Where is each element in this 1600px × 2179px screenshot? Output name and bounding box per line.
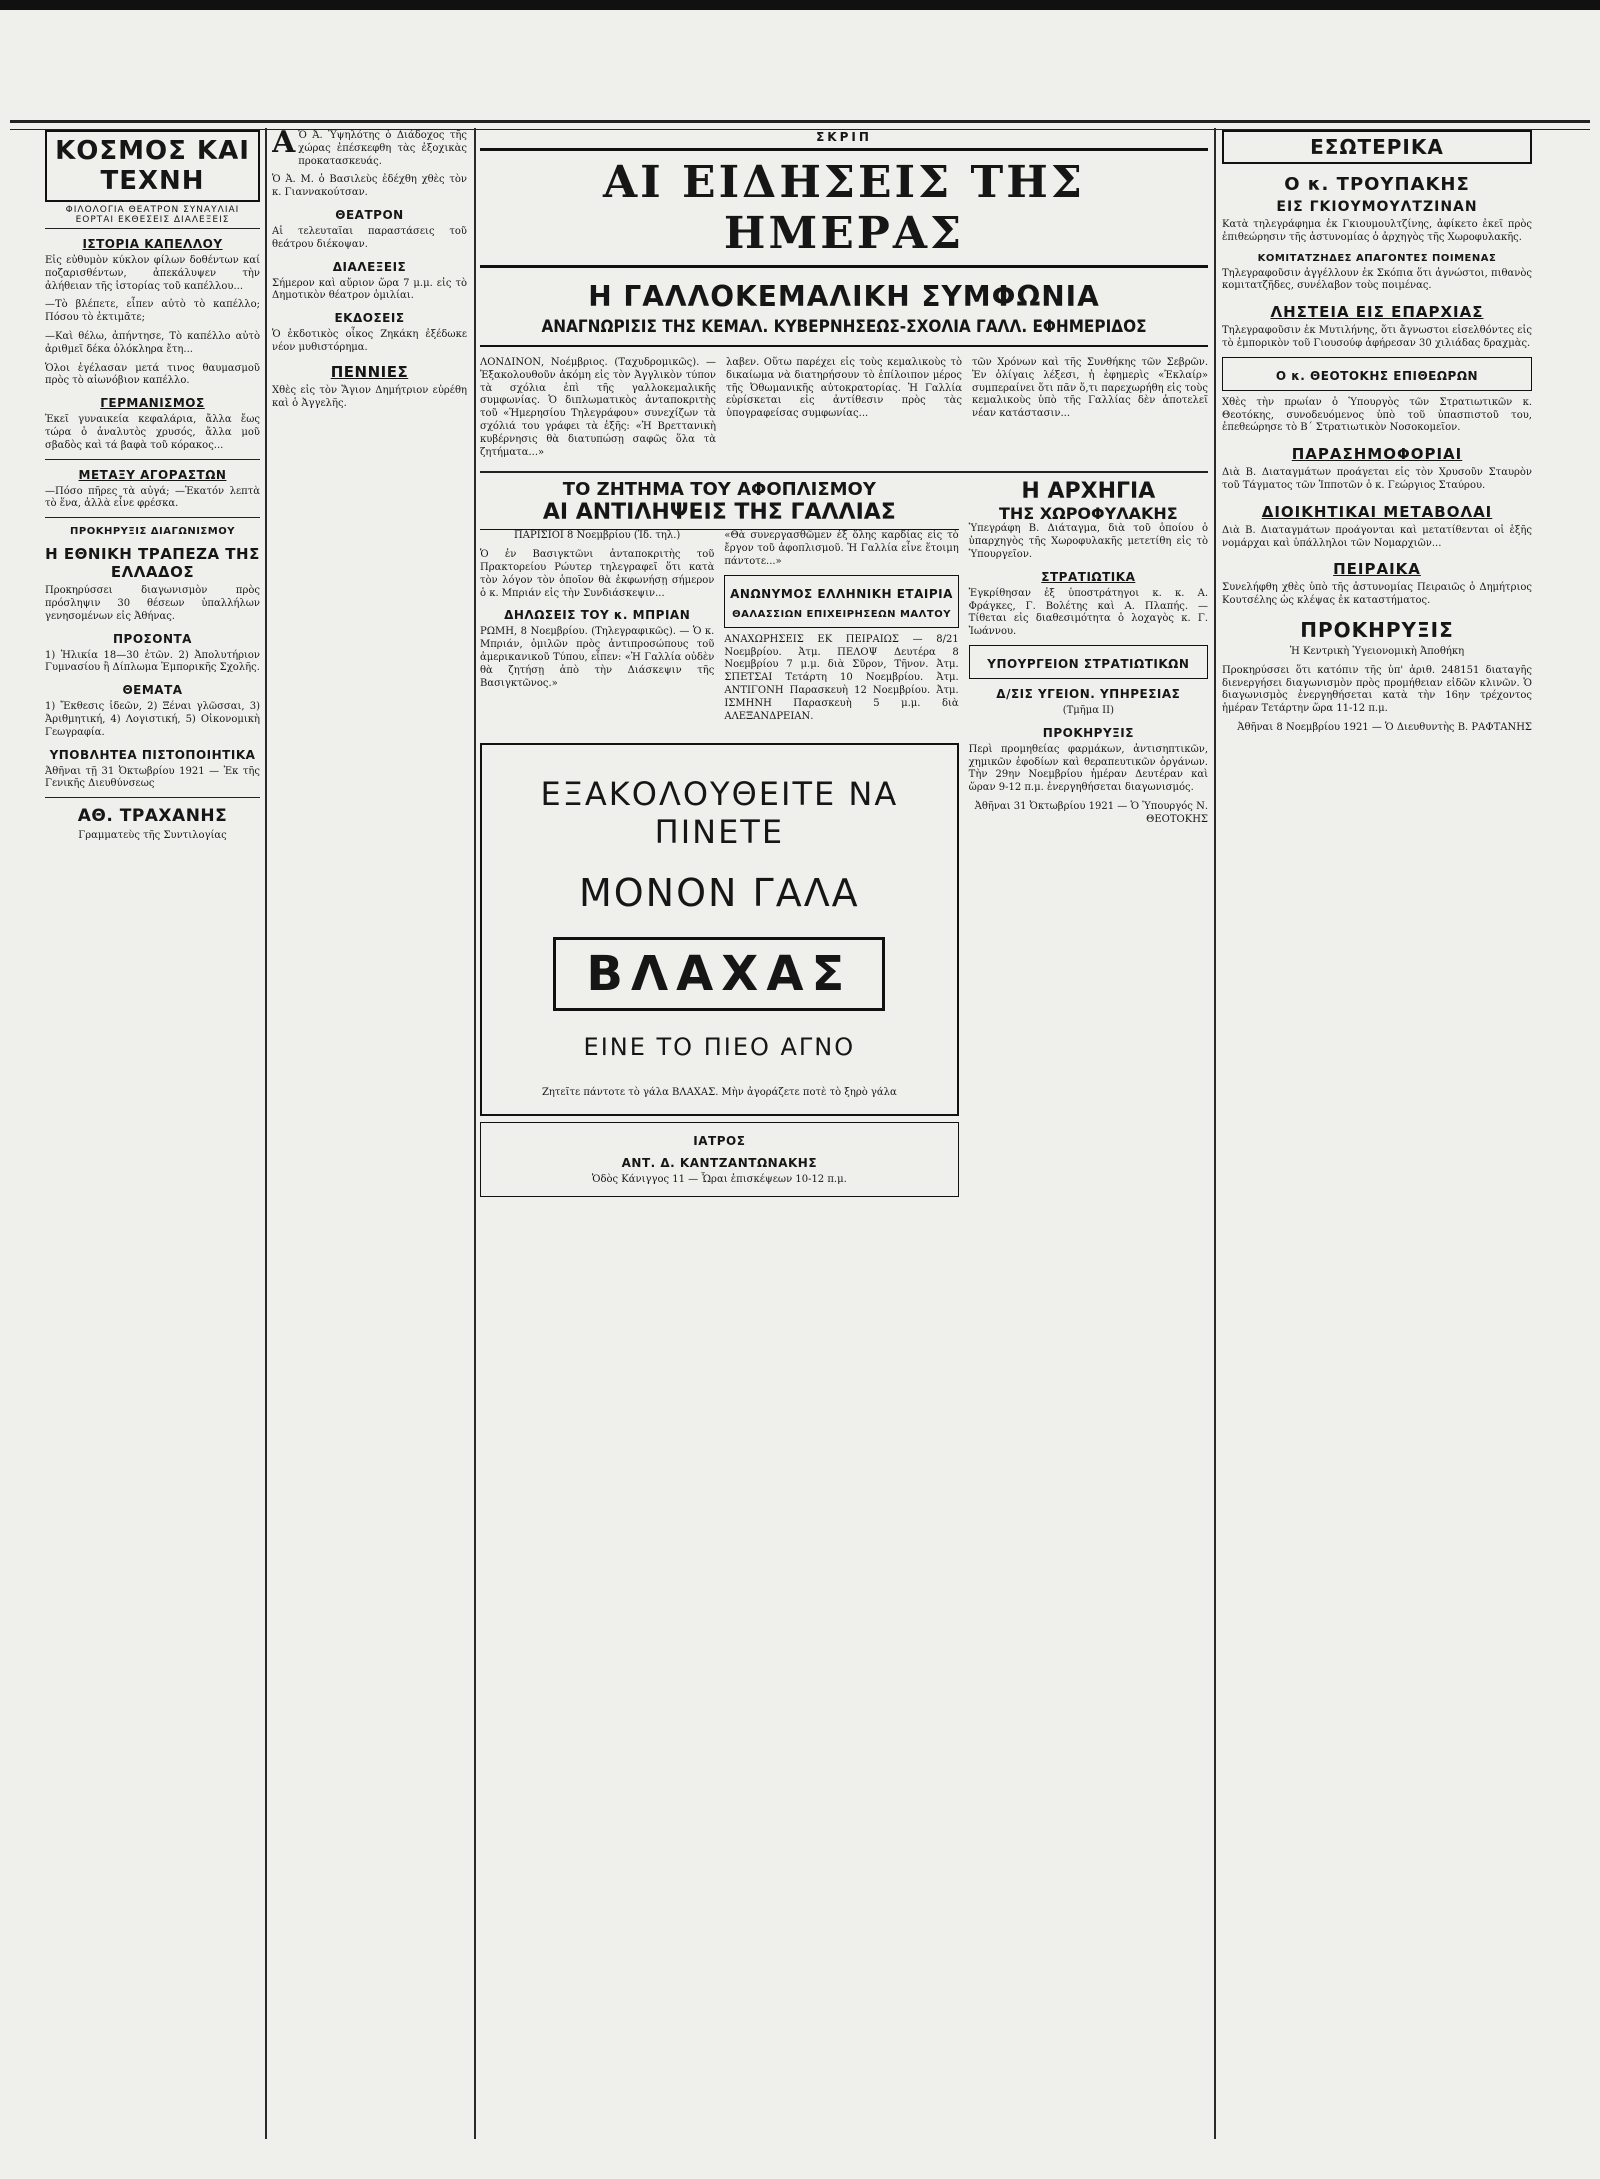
ministry-notice: [969, 645, 1208, 679]
proclamation-kicker: ΠΡΟΚΗΡΥΞΙΣ ΔΙΑΓΩΝΙΣΜΟΥ: [70, 526, 235, 538]
story-paragraph: —Τὸ βλέπετε, εἶπεν αὐτὸ τὸ καπέλλο; Πόσου τὸ ἐκτιμᾶτε;: [45, 299, 260, 324]
peiraika-title: ΠΕΙΡΑΙΚΑ: [1333, 560, 1421, 579]
bank-subtitle: ΘΕΜΑΤΑ: [122, 683, 183, 698]
peiraika-paragraph: Συνελήφθη χθὲς ὑπὸ τῆς ἀστυνομίας Πειραιῶς ὁ Δημήτριος Κουτσέλης ὡς κλέψας ἐκ καταστήματος.: [1222, 582, 1532, 607]
pennies-title: ΠΕΝΝΙΕΣ: [330, 362, 409, 381]
metaxy-paragraph: —Πόσο πῆρες τὰ αὐγά; —Ἐκατόν λεπτὰ τὸ ἕνα, ἀλλὰ εἶνε φρέσκα.: [45, 485, 260, 510]
bank-subtitle: ΠΡΟΣΟΝΤΑ: [113, 631, 192, 646]
ad-line: ΜΟΝΟΝ ΓΑΛΑ: [578, 871, 860, 916]
lesteia-title: ΛΗΣΤΕΙΑ ΕΙΣ ΕΠΑΡΧΙΑΣ: [1270, 303, 1484, 322]
theatre-title: ΘΕΑΤΡΟΝ: [335, 207, 404, 222]
theatre-paragraph: Αἱ τελευταῖαι παραστάσεις τοῦ θεάτρου διέκοψαν.: [272, 225, 467, 250]
column-divider: [1214, 128, 1216, 2139]
prokiryxis-title: ΠΡΟΚΗΡΥΞΙΣ: [1300, 617, 1454, 642]
theotokis-box: [1222, 357, 1532, 391]
masthead: ΑΙ ΕΙΔΗΣΕΙΣ ΤΗΣ ΗΜΕΡΑΣ: [480, 148, 1208, 268]
excomm-paragraph: «Θὰ συνεργασθῶμεν ἐξ ὅλης καρδίας εἰς τὸ ἔργον τοῦ ἀφοπλισμοῦ. Ἡ Γαλλία εἶνε ἕτοιμη πάντοτε...»: [724, 530, 959, 567]
column-divider: [265, 128, 267, 2139]
excomm-paragraph: Ὁ ἐν Βασιγκτῶνι ἀνταποκριτὴς τοῦ Πρακτορείου Ρώυτερ τηλεγραφεῖ ὅτι κατὰ τὸν λόγον τὸν ὁποῖον θὰ ἐκφωνήσῃ σήμερον ὁ κ. Μπριάν εἰς τὴν Συνδιάσκεψιν...: [480, 549, 715, 599]
excomm-dateline: ΠΑΡΙΣΙΟΙ 8 Νοεμβρίου (Ἰδ. τηλ.): [514, 530, 681, 542]
briand-paragraph: ΡΩΜΗ, 8 Νοεμβρίου. (Τηλεγραφικῶς). — Ὁ κ. Μπριάν, ὁμιλῶν πρὸς ἀντιπροσώπους τοῦ ἀμερικανικοῦ Τύπου, εἶπεν: «Ἡ Γαλλία οὐδὲν θὰ ζητήσῃ ἀπὸ τὴν Διάσκεψιν τῆς Βασιγκτῶνος.»: [480, 626, 715, 689]
komit-paragraph: Τηλεγραφοῦσιν ἀγγέλλουν ἐκ Σκόπια ὅτι ἀγνώστοι, πιθανὸς κομιτατζῆδες, συνέλαβον τοὺς ποιμένας.: [1222, 267, 1532, 292]
gendarmerie-title: Η ΑΡΧΗΓΙΑ: [1021, 479, 1156, 505]
ministry-title: ΥΠΟΥΡΓΕΙΟΝ ΣΤΡΑΤΙΩΤΙΚΩΝ: [987, 656, 1190, 671]
story-paragraph: Ὁλοι ἐγέλασαν μετά τινος θαυμασμοῦ πρὸς τὸ αἰωνόβιον καπέλλο.: [45, 362, 260, 387]
divider: [45, 797, 260, 798]
prokiryxis-signature: Ἀθῆναι 8 Νοεμβρίου 1921 — Ὁ Διευθυντὴς Β. ΡΑΦΤΑΝΗΣ: [1237, 721, 1532, 733]
column-news-briefs: [272, 130, 467, 2139]
military-paragraph: Ἐγκρίθησαν ἐξ ὑποστράτηγοι κ. κ. Α. Φράγκες, Γ. Βολέτης καὶ Α. Πλαπής. — Τίθεται εἰς διαθεσιμότητα ὁ λοχαγὸς κ. Γ. Ἰωάννου.: [968, 587, 1208, 638]
lead-subtitle: ΑΝΑΓΝΩΡΙΣΙΣ ΤΗΣ ΚΕΜΑΛ. ΚΥΒΕΡΝΗΣΕΩΣ-ΣΧΟΛΙΑ ΓΑΛΛ. ΕΦΗΜΕΡΙΔΟΣ: [480, 317, 1208, 347]
footer-name: ΑΘ. ΤΡΑΧΑΝΗΣ: [77, 806, 228, 827]
divider: [45, 459, 260, 460]
story-paragraph: Εἰς εὐθυμὸν κύκλον φίλων δοθέντων καί ποζαρισθέντων, ἀπεκάλυψεν τὴν ἀλήθειαν τῆς ἱστορίας τοῦ καπέλλου...: [45, 255, 260, 292]
gendarmerie-paragraph: Ὑπεγράφη Β. Διάταγμα, διὰ τοῦ ὁποίου ὁ ὑπαρχηγὸς τῆς Χωροφυλακῆς μετετίθη εἰς τὸ Ὑπουργεῖον.: [968, 523, 1208, 560]
lead-column-text: λαβεν. Οὕτω παρέχει εἰς τοὺς κεμαλικοὺς τὸ δικαίωμα νὰ διατηρήσουν τὸ ἐπίλοιπον μέρος τῆς Ὀθωμανικῆς αὐτοκρατορίας. Ἡ Γαλλία εὑρίσκεται εἰς ἀντίθεσιν πρὸς τὰς ὑπογραφείσας συμφωνίας...: [726, 357, 962, 420]
troupakis-subtitle: ΕΙΣ ΓΚΙΟΥΜΟΥΛΤΖΙΝΑΝ: [1276, 199, 1478, 215]
company-paragraph: ΑΝΑΧΩΡΗΣΕΙΣ ΕΚ ΠΕΙΡΑΙΩΣ — 8/21 Νοεμβρίου. Ἀτμ. ΠΕΛΟΨ Δευτέρα 8 Νοεμβρίου 7 μ.μ. διὰ Σῦρον, Τῆνον. Ἀτμ. ΣΠΕΤΣΑΙ Τετάρτη 10 Νοεμβρίου. Ἀτμ. ΑΝΤΙΓΟΝΗ Παρασκευὴ 12 Νοεμβρίου. Ἀτμ. ΙΣΜΗΝΗ Παρασκευὴ 5 μ.μ. διὰ ΑΛΕΞΑΝΔΡΕΙΑΝ.: [724, 633, 959, 722]
lectures-title: ΔΙΑΛΕΞΕΙΣ: [332, 259, 407, 274]
story-paragraph: —Καὶ θέλω, ἀπήντησε, Τὸ καπέλλο αὐτὸ ἀριθμεῖ δέκα ὁλόκληρα ἔτη...: [45, 330, 260, 355]
ad-brand: ΒΛΑΧΑΣ: [553, 937, 885, 1011]
lesteia-paragraph: Τηλεγραφοῦσιν ἐκ Μυτιλήνης, ὅτι ἄγνωστοι εἰσελθόντες εἰς τὸ ἐμπορικὸν τοῦ Γιουσούφ ἀφήρεσαν 30 χιλιάδας δραχμὰς.: [1222, 325, 1532, 349]
lead-column-text: τῶν Χρόνων καὶ τῆς Συνθήκης τῶν Σεβρῶν. Ἐν ὀλίγαις λέξεσι, ἡ ἐφημερὶς «Ἐκλαίρ» συμπεραίνει ὅτι πᾶν ὅ,τι παρεχωρήθη εἰς τοὺς κεμαλικοὺς ὑπὸ τῆς Γαλλίας δὲν ἀποτελεῖ νέαν κατάστασιν...: [972, 357, 1208, 420]
germanismos-title: ΓΕΡΜΑΝΙΣΜΟΣ: [100, 396, 205, 411]
komit-title: ΚΟΜΙΤΑΤΖΗΔΕΣ ΑΠΑΓΟΝΤΕΣ ΠΟΙΜΕΝΑΣ: [1257, 252, 1497, 264]
doctor-title: ΙΑΤΡΟΣ: [693, 1134, 746, 1149]
ministry-paragraph: Περὶ προμηθείας φαρμάκων, ἀντισηπτικῶν, χημικῶν ἐφοδίων καὶ θεραπευτικῶν ὀργάνων. Τὴν 29ην Νοεμβρίου ἡμέραν Δευτέραν καὶ ὥραν 9-12 π.μ. ἐνεργηθήσεται διαγωνισμός.: [968, 743, 1208, 794]
lower-center: [480, 479, 1208, 1203]
parasimo-title: ΠΑΡΑΣΗΜΟΦΟΡΙΑΙ: [1291, 445, 1463, 464]
ad-fineprint: Ζητεῖτε πάντοτε τὸ γάλα ΒΛΑΧΑΣ. Μὴν ἀγοράζετε ποτὲ τὸ ξηρὸ γάλα: [541, 1087, 897, 1099]
lectures-paragraph: Σήμερον καὶ αὔριον ὥρα 7 μ.μ. εἰς τὸ Δημοτικὸν θέατρον ὁμιλίαι.: [272, 277, 467, 302]
column-esoterika: [1222, 130, 1532, 2139]
bank-paragraph: 1) Ἔκθεσις ἰδεῶν, 2) Ξέναι γλῶσσαι, 3) Ἀριθμητική, 4) Λογιστική, 5) Οἰκονομικὴ Γεωγραφία.: [45, 701, 260, 738]
releases-title: ΕΚΔΟΣΕΙΣ: [334, 311, 405, 326]
doctor-name: ΑΝΤ. Δ. ΚΑΝΤΖΑΝΤΩΝΑΚΗΣ: [621, 1156, 818, 1171]
ministry-kicker: ΠΡΟΚΗΡΥΞΙΣ: [1042, 725, 1134, 740]
masthead-kicker: ΣΚΡΙΠ: [816, 130, 872, 144]
briand-title: ΔΗΛΩΣΕΙΣ ΤΟΥ κ. ΜΠΡΙΑΝ: [504, 608, 691, 623]
footer-line: Γραμματεὺς τῆς Συντιλογίας: [78, 830, 227, 842]
prokiryxis-paragraph: Προκηρύσσει ὅτι κατόπιν τῆς ὑπ' ἀριθ. 248151 διαταγῆς διενεργήσει διαγωνισμὸν πρὸς προμήθειαν εἰδῶν κλινῶν. Ὁ διαγωνισμὸς ἐνεργηθήσεται κατὰ τὴν 16ην τρέχοντος ἡμέραν Τετάρτην ὥρα 11-12 π.μ.: [1222, 664, 1532, 715]
ad-line: ΕΞΑΚΟΛΟΥΘΕΙΤΕ ΝΑ ΠΙΝΕΤΕ: [540, 775, 899, 852]
masthead-rule: [10, 120, 1590, 130]
company-title: ΑΝΩΝΥΜΟΣ ΕΛΛΗΝΙΚΗ ΕΤΑΙΡΙΑ: [730, 586, 953, 601]
page-top-edge: [0, 0, 1600, 10]
company-notice: [724, 575, 958, 628]
ministry-subtitle: Δ/ΣΙΣ ΥΓΕΙΟΝ. ΥΠΗΡΕΣΙΑΣ: [996, 686, 1181, 701]
dioik-title: ΔΙΟΙΚΗΤΙΚΑΙ ΜΕΤΑΒΟΛΑΙ: [1261, 502, 1493, 521]
lead-column-text: ΛΟΝΔΙΝΟΝ, Νοέμβριος. (Ταχυδρομικῶς). — Ἐξακολουθοῦν ἀκόμη εἰς τὸν Ἀγγλικὸν τύπον τὰ σχόλια ἐπὶ τῆς γαλλοκεμαλικῆς συμφωνίας. Ὁ διπλωματικὸς ἀνταποκριτὴς τοῦ «Ἡμερησίου Τηλεγράφου» συνεχίζων τὰ σχόλιά του γράφει τὰ ἑξῆς: «Ἡ Βρεττανικὴ κυβέρνησις θὰ διατυπώσῃ σαφῶς ὅλα τὰ ζητήματα...»: [480, 357, 716, 458]
brief-paragraph: Α Ὁ Ἀ. Ὑψηλότης ὁ Διάδοχος τῆς χώρας ἐπέσκεφθη τὰς ἐξοχικὰς προκατασκευάς.: [272, 130, 467, 167]
troupakis-title: Ο κ. ΤΡΟΥΠΑΚΗΣ: [1284, 174, 1470, 195]
company-subtitle: ΘΑΛΑΣΣΙΩΝ ΕΠΙΧΕΙΡΗΣΕΩΝ ΜΑΛΤΟΥ: [732, 608, 951, 620]
releases-paragraph: Ὁ ἐκδοτικὸς οἶκος Ζηκάκη ἐξέδωκε νέον μυθιστόρημα.: [272, 329, 467, 353]
excomm-title: ΤΟ ΖΗΤΗΜΑ ΤΟΥ ΑΦΟΠΛΙΣΜΟΥ: [562, 479, 876, 501]
ministry-signature: Ἀθῆναι 31 Ὀκτωβρίου 1921 — Ὁ Ὑπουργός Ν. ΘΕΟΤΟΚΗΣ: [974, 800, 1208, 825]
bank-paragraph: 1) Ἡλικία 18—30 ἐτῶν. 2) Ἀπολυτήριον Γυμνασίου ἢ Δίπλωμα Ἐμπορικῆς Σχολῆς.: [45, 649, 260, 674]
military-title: ΣΤΡΑΤΙΩΤΙΚΑ: [1041, 569, 1136, 584]
germanismos-paragraph: Ἐκεῖ γυναικεία κεφαλάρια, ἄλλα ἔως τώρα ὁ ἀναλυτὸς χρυσός, ἄλλα μοῦ σβαδὸς καὶ τά βαφὰ τοῦ κόρακος...: [45, 414, 260, 451]
lead-title: Η ΓΑΛΛΟΚΕΜΑΛΙΚΗ ΣΥΜΦΩΝΙΑ: [588, 280, 1100, 313]
divider: [480, 471, 1208, 473]
dioik-paragraph: Διὰ Β. Διαταγμάτων προάγονται καὶ μετατίθενται οἱ ἑξῆς νομάρχαι καὶ ὑπάλληλοι τῶν Νομαρχιῶν...: [1222, 524, 1532, 549]
gendarmerie-subtitle: ΤΗΣ ΧΩΡΟΦΥΛΑΚΗΣ: [998, 504, 1178, 524]
troupakis-paragraph: Κατὰ τηλεγράφημα ἐκ Γκιουμουλτζίνης, ἀφίκετο ἐκεῖ πρὸς ἐπιθεώρησιν τῆς ἀστυνομίας ὁ ἀρχηγὸς τῆς Χωροφυλακῆς.: [1222, 219, 1532, 243]
column-divider: [474, 128, 476, 2139]
bank-subtitle: ΥΠΟΒΛΗΤΕΑ ΠΙΣΤΟΠΟΙΗΤΙΚΑ: [49, 747, 256, 762]
pennies-paragraph: Χθὲς εἰς τὸν Ἅγιον Δημήτριον εὑρέθη καὶ ὁ Ἀγγελῆς.: [272, 384, 467, 409]
bank-paragraph: Προκηρύσσει διαγωνισμὸν πρὸς πρόσληψιν 30 θέσεων ὑπαλλήλων γενησομένων εἰς Ἀθήνας.: [45, 585, 260, 622]
lead-body: [480, 357, 1208, 465]
doctor-line: Ὁδὸς Κάνιγγος 11 — Ὧραι ἐπισκέψεων 10-12 π.μ.: [591, 1174, 847, 1186]
bank-paragraph: Ἀθῆναι τῇ 31 Ὀκτωβρίου 1921 — Ἐκ τῆς Γενικῆς Διευθύνσεως: [45, 765, 260, 790]
brief-paragraph: Ὁ Ἀ. Μ. ὁ Βασιλεὺς ἐδέχθη χθὲς τὸν κ. Γιαννακούτσαν.: [272, 174, 467, 199]
doctor-notice: [480, 1122, 959, 1197]
divider: [45, 517, 260, 518]
section-title-esoterika: ΕΣΩΤΕΡΙΚΑ: [1222, 130, 1532, 164]
prokiryxis-subtitle: Ἡ Κεντρικὴ Ὑγειονομικὴ Ἀποθήκη: [1289, 645, 1465, 657]
section-subtitle: ΦΙΛΟΛΟΓΙΑ ΘΕΑΤΡΟΝ ΣΥΝΑΥΛΙΑΙ ΕΟΡΤΑΙ ΕΚΘΕΣΕΙΣ ΔΙΑΛΕΞΕΙΣ: [45, 202, 260, 229]
ad-line: ΕΙΝΕ ΤΟ ΠΙΕΟ ΑΓΝΟ: [583, 1033, 856, 1062]
column-kosmos: [45, 130, 260, 2139]
excomm-subtitle: ΑΙ ΑΝΤΙΛΗΨΕΙΣ ΤΗΣ ΓΑΛΛΙΑΣ: [480, 500, 959, 530]
ministry-dept: (Τμῆμα ΙΙ): [1062, 704, 1114, 716]
parasimo-paragraph: Διὰ Β. Διαταγμάτων προάγεται εἰς τὸν Χρυσοῦν Σταυρὸν τοῦ Τάγματος τῶν Ἱπποτῶν ὁ κ. Γεώργιος Σταύρου.: [1222, 467, 1532, 491]
bank-title: Η ΕΘΝΙΚΗ ΤΡΑΠΕΖΑ ΤΗΣ ΕΛΛΑΔΟΣ: [45, 545, 260, 582]
milk-advertisement: [480, 743, 959, 1116]
story-title: ΙΣΤΟΡΙΑ ΚΑΠΕΛΛΟΥ: [82, 237, 223, 251]
theotokis-paragraph: Χθὲς τὴν πρωίαν ὁ Ὑπουργὸς τῶν Στρατιωτικῶν κ. Θεοτόκης, συνοδευόμενος ὑπὸ τοῦ ὑπασπιστοῦ του, ἐπεθεώρησε τὸ Β΄ Στρατιωτικὸν Νοσοκομεῖον.: [1222, 396, 1532, 434]
theotokis-title: Ο κ. ΘΕΟΤΟΚΗΣ ΕΠΙΘΕΩΡΩΝ: [1275, 368, 1479, 383]
metaxy-title: ΜΕΤΑΞΥ ΑΓΟΡΑΣΤΩΝ: [78, 467, 227, 482]
column-center: [480, 130, 1208, 2139]
section-title-kosmos: ΚΟΣΜΟΣ ΚΑΙ ΤΕΧΝΗ: [45, 130, 260, 202]
